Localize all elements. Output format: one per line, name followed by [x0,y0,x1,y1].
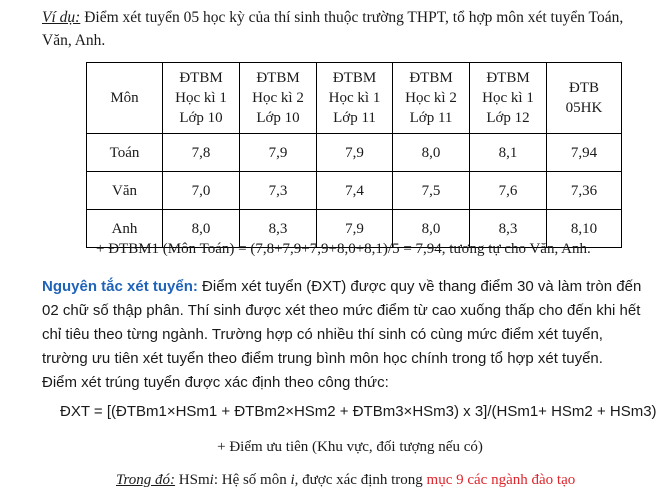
header-line: 05HK [565,100,603,116]
subject-cell: Văn [87,172,163,210]
example-paragraph [42,6,642,52]
table-row [87,134,622,172]
table-header-cell [547,63,622,134]
header-line: Lớp 12 [486,110,530,126]
header-line: Học kì 2 [252,90,304,106]
definition-line [116,472,575,489]
header-line: ĐTBM [409,70,453,86]
score-cell: 8,10 [547,210,622,248]
score-cell: 8,3 [240,210,317,248]
table-header-cell [317,63,393,134]
score-cell: 7,3 [240,172,317,210]
header-line: Học kì 2 [405,90,457,106]
score-cell: 7,4 [317,172,393,210]
score-cell: 7,9 [317,134,393,172]
definition-text-c: , được xác định trong [294,472,427,488]
definition-index-2: i [290,472,295,488]
principle-paragraph [42,275,642,395]
table-row [87,172,622,210]
score-cell: 8,1 [470,134,547,172]
header-line: ĐTBM [256,70,300,86]
score-cell: 7,8 [163,134,240,172]
header-line: Lớp 10 [179,110,223,126]
header-line: Môn [110,90,139,106]
definition-text-b: : Hệ số môn [213,472,291,488]
table-header-row [87,63,622,134]
admission-score-formula: ĐXT = [(ĐTBm1×HSm1 + ĐTBm2×HSm2 + ĐTBm3×HSm3) x 3]/(HSm1+ HSm2 + HSm3) [60,403,657,420]
example-label: Ví dụ: [42,9,81,26]
score-table [86,62,622,248]
score-cell: 8,0 [163,210,240,248]
score-cell: 8,0 [393,134,470,172]
header-line: Lớp 11 [333,110,376,126]
priority-points-line: + Điểm ưu tiên (Khu vực, đối tượng nếu có) [217,439,483,455]
principle-text: Điểm xét tuyển (ĐXT) được quy về thang điểm 30 và làm tròn đến 02 chữ số thập phân. Thí sinh được xét theo mức điểm từ cao xuống thấp cho đến khi hết chỉ tiêu theo từng ngành. Trường hợp có nhiều thí sinh có cùng mức điểm xét tuyển, trường ưu tiên xét tuyển theo điểm trung bình môn học chính trong tổ hợp xét tuyển. Điểm xét trúng tuyển được xác định theo công thức: [42,278,642,391]
header-line: Lớp 10 [256,110,300,126]
header-line: Học kì 1 [482,90,534,106]
score-cell: 7,9 [240,134,317,172]
definition-text-a: HSm [175,472,210,488]
score-cell: 7,9 [317,210,393,248]
header-line: ĐTBM [332,70,377,86]
subject-cell: Toán [87,134,163,172]
subject-cell: Anh [87,210,163,248]
score-cell: 7,0 [163,172,240,210]
example-text: Điểm xét tuyển 05 học kỳ của thí sinh thuộc trường THPT, tổ hợp môn xét tuyển Toán, Văn, Anh. [42,9,624,49]
header-line: Học kì 1 [175,90,227,106]
score-cell: 7,5 [393,172,470,210]
header-line: Lớp 11 [409,110,453,126]
section-reference-link[interactable]: mục 9 các ngành đào tạo [426,472,576,488]
table-header-cell [470,63,547,134]
table-header-cell [87,63,163,134]
header-line: ĐTB [569,80,599,96]
score-cell: 8,0 [393,210,470,248]
header-line: ĐTBM [486,70,530,86]
score-cell: 7,36 [547,172,622,210]
definition-index: i [209,472,214,488]
score-cell: 7,94 [547,134,622,172]
header-line: ĐTBM [179,70,223,86]
average-formula: + ĐTBM1 (Môn Toán) = (7,8+7,9+7,9+8,0+8,1)/5 = 7,94, tương tự cho Văn, Anh. [96,241,591,257]
table-header-cell [163,63,240,134]
table-header-cell [240,63,317,134]
score-table-body [87,63,622,248]
score-cell: 7,6 [470,172,547,210]
principle-title: Nguyên tắc xét tuyển: [42,278,198,295]
header-line: Học kì 1 [328,90,381,106]
definition-label: Trong đó: [116,472,176,488]
table-header-cell [393,63,470,134]
score-cell: 8,3 [470,210,547,248]
